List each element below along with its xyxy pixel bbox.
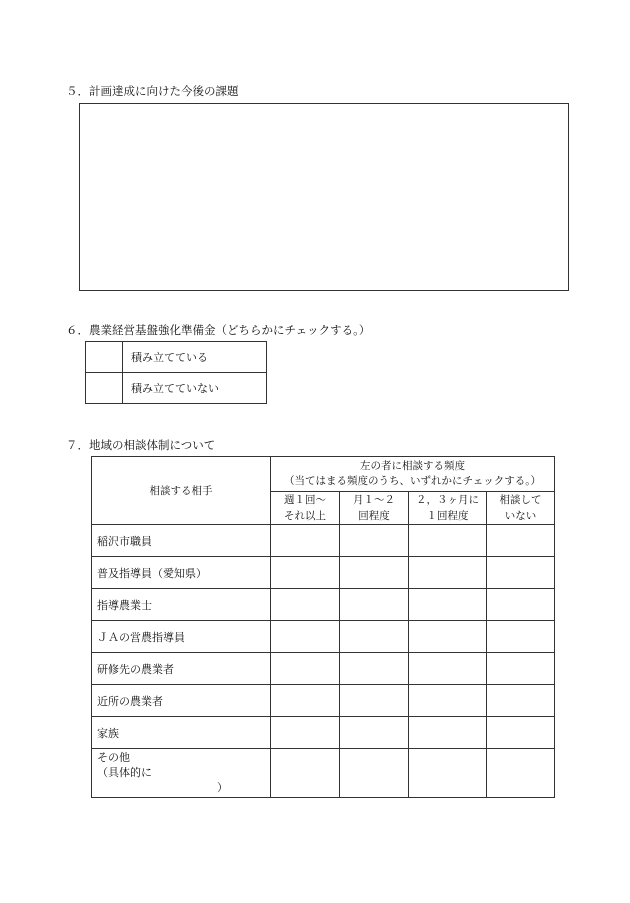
table-row (92, 653, 555, 685)
table-row (92, 749, 555, 798)
table-row (92, 525, 555, 557)
partner-label: 近所の農業者 (92, 685, 271, 717)
partner-column-header: 相談する相手 (92, 457, 271, 525)
frequency-check-cell[interactable] (409, 717, 487, 749)
frequency-column-header (271, 457, 555, 492)
frequency-option-quarterly (409, 492, 487, 525)
frequency-check-cell[interactable] (487, 557, 555, 589)
table-row (92, 717, 555, 749)
partner-label: 家族 (92, 717, 271, 749)
partner-label: ＪＡの営農指導員 (92, 621, 271, 653)
frequency-check-cell[interactable] (409, 653, 487, 685)
frequency-header-note: （当てはまる頻度のうち、いずれかにチェックする。） (284, 475, 541, 487)
table-row (92, 685, 555, 717)
frequency-check-cell[interactable] (409, 557, 487, 589)
section5-title: ５．計画達成に向けた今後の課題 (66, 84, 239, 98)
frequency-check-cell[interactable] (340, 749, 409, 798)
section5-text-area[interactable] (79, 103, 569, 291)
option-line2: １回程度 (426, 510, 469, 522)
option-line1: 月１～２ (353, 494, 395, 506)
frequency-check-cell[interactable] (409, 749, 487, 798)
frequency-check-cell[interactable] (487, 749, 555, 798)
option-line1: 週１回～ (284, 494, 326, 506)
frequency-option-weekly (271, 492, 340, 525)
frequency-check-cell[interactable] (409, 621, 487, 653)
frequency-check-cell[interactable] (487, 685, 555, 717)
frequency-check-cell[interactable] (271, 685, 340, 717)
frequency-check-cell[interactable] (409, 525, 487, 557)
reserve-accumulating-checkbox[interactable] (86, 342, 123, 373)
partner-label: 研修先の農業者 (92, 653, 271, 685)
reserve-option-label: 積み立てている (123, 342, 267, 373)
option-line2: いない (504, 510, 537, 522)
frequency-check-cell[interactable] (409, 685, 487, 717)
frequency-check-cell[interactable] (340, 589, 409, 621)
frequency-check-cell[interactable] (340, 653, 409, 685)
reserve-not-accumulating-checkbox[interactable] (86, 373, 123, 404)
option-line1: ２，３ヶ月に (416, 494, 479, 506)
frequency-check-cell[interactable] (409, 589, 487, 621)
frequency-check-cell[interactable] (271, 525, 340, 557)
frequency-check-cell[interactable] (487, 525, 555, 557)
reserve-fund-table (85, 341, 267, 404)
section6-title: ６．農業経営基盤強化準備金（どちらかにチェックする。） (66, 323, 371, 337)
section7-title: ７．地域の相談体制について (66, 438, 216, 452)
partner-label: 普及指導員（愛知県） (92, 557, 271, 589)
other-partner-cell[interactable] (92, 749, 271, 798)
frequency-check-cell[interactable] (340, 525, 409, 557)
frequency-check-cell[interactable] (340, 557, 409, 589)
frequency-option-none (487, 492, 555, 525)
frequency-check-cell[interactable] (271, 589, 340, 621)
frequency-check-cell[interactable] (340, 685, 409, 717)
table-row (92, 589, 555, 621)
consultation-table (91, 456, 555, 798)
frequency-check-cell[interactable] (271, 621, 340, 653)
partner-label: 指導農業士 (92, 589, 271, 621)
frequency-header-title: 左の者に相談する頻度 (360, 460, 465, 472)
reserve-option-label: 積み立てていない (123, 373, 267, 404)
frequency-check-cell[interactable] (271, 557, 340, 589)
frequency-check-cell[interactable] (487, 653, 555, 685)
frequency-check-cell[interactable] (487, 589, 555, 621)
frequency-check-cell[interactable] (271, 717, 340, 749)
other-close-paren: ） (217, 781, 228, 794)
frequency-check-cell[interactable] (271, 653, 340, 685)
frequency-check-cell[interactable] (487, 717, 555, 749)
frequency-check-cell[interactable] (340, 621, 409, 653)
frequency-check-cell[interactable] (271, 749, 340, 798)
table-row (86, 342, 267, 373)
option-line2: 回程度 (358, 510, 390, 522)
option-line2: それ以上 (284, 510, 326, 522)
frequency-check-cell[interactable] (340, 717, 409, 749)
other-label: その他 (97, 751, 130, 764)
table-row (92, 557, 555, 589)
other-specify-label: （具体的に (97, 766, 152, 779)
partner-label: 稲沢市職員 (92, 525, 271, 557)
frequency-option-monthly (340, 492, 409, 525)
table-row (86, 373, 267, 404)
table-row (92, 621, 555, 653)
table-header-row (92, 457, 555, 492)
frequency-check-cell[interactable] (487, 621, 555, 653)
option-line1: 相談して (499, 494, 542, 506)
